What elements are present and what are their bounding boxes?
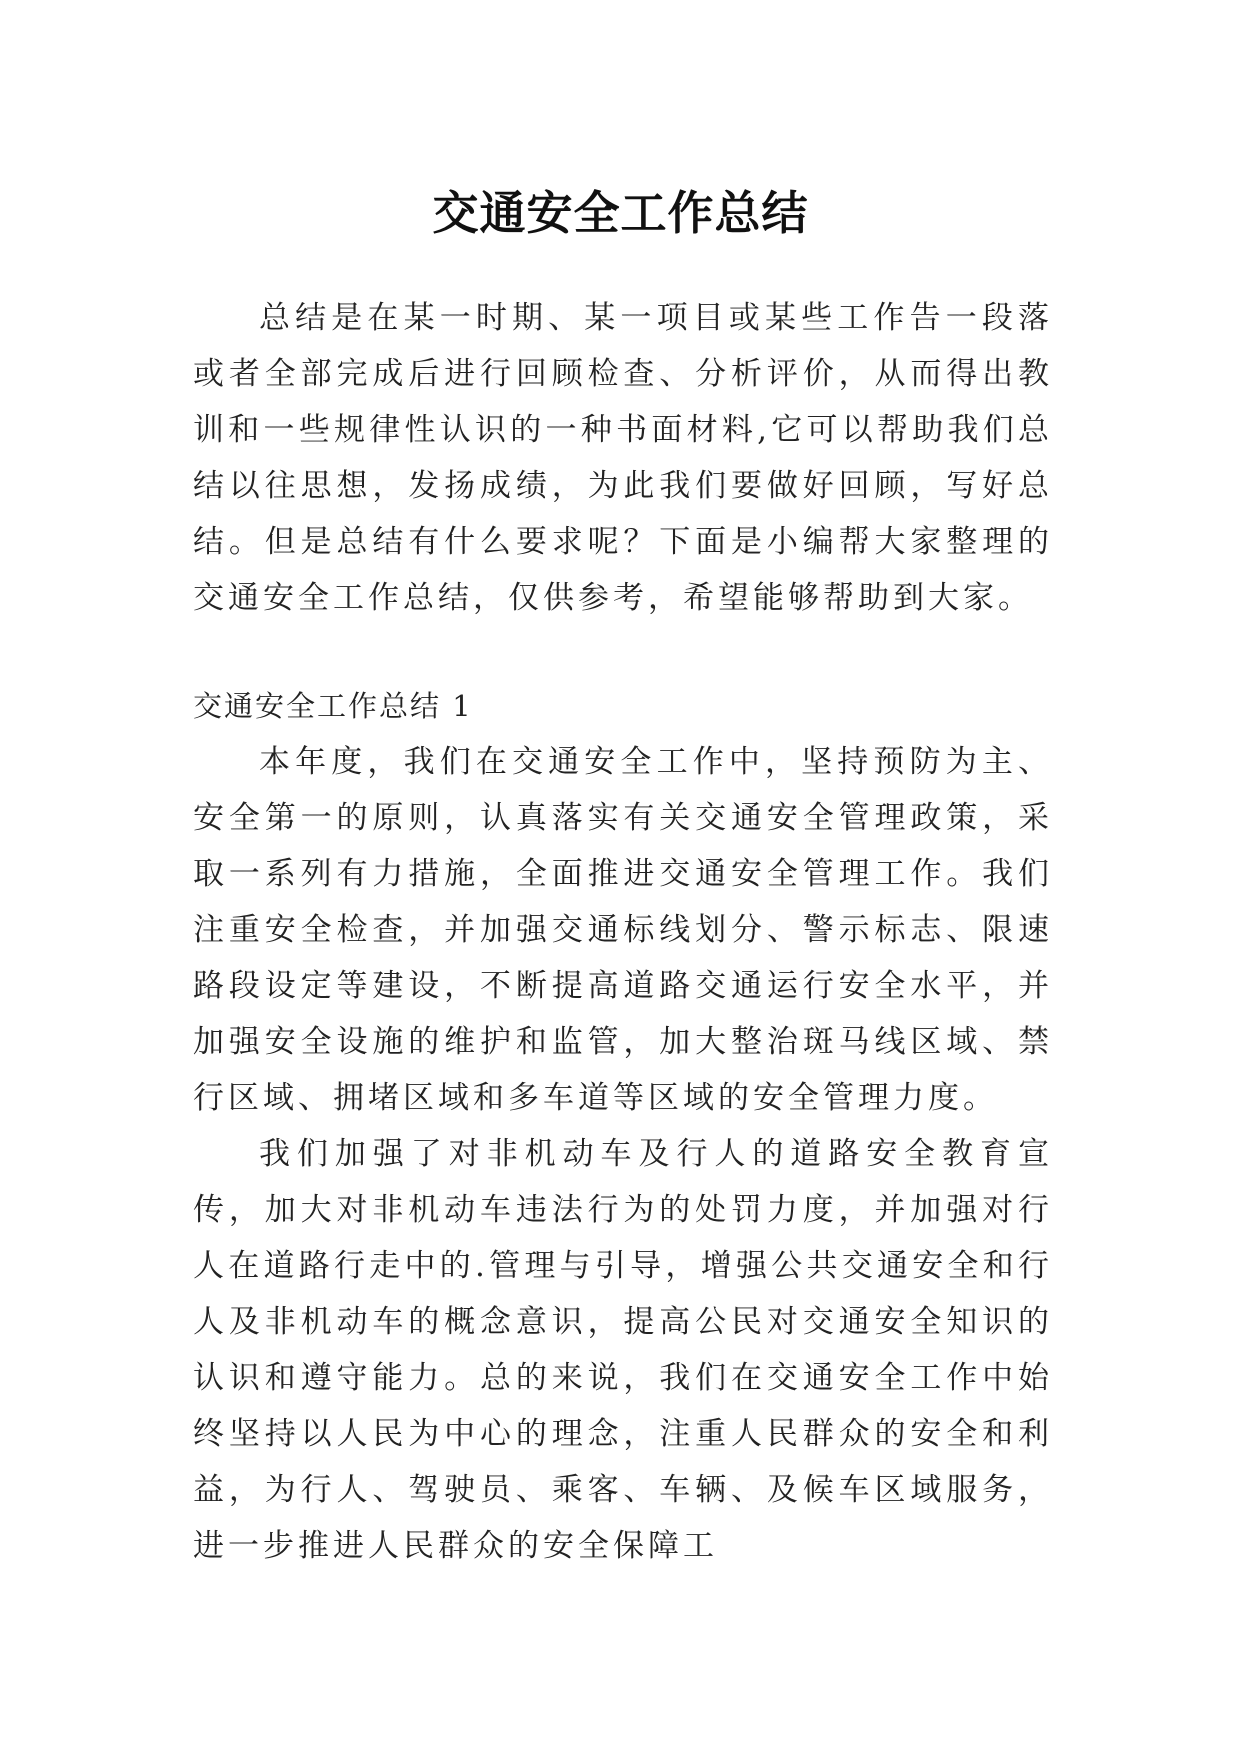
document-title: 交通安全工作总结	[432, 185, 809, 240]
intro-paragraph: 总结是在某一时期、某一项目或某些工作告一段落或者全部完成后进行回顾检查、分析评价，从而得出教训和一些规律性认识的一种书面材料,它可以帮助我们总结以往思想，发扬成绩，为此我们要做好回顾，写好总结。但是总结有什么要求呢？下面是小编帮大家整理的交通安全工作总结，仅供参考，希望能够帮助到大家。	[193, 300, 1053, 616]
section-heading: 交通安全工作总结 1	[193, 689, 473, 723]
body-paragraph-1: 本年度，我们在交通安全工作中，坚持预防为主、安全第一的原则，认真落实有关交通安全管理政策，采取一系列有力措施，全面推进交通安全管理工作。我们注重安全检查，并加强交通标线划分、警示标志、限速路段设定等建设，不断提高道路交通运行安全水平，并加强安全设施的维护和监管，加大整治斑马线区域、禁行区域、拥堵区域和多车道等区域的安全管理力度。	[193, 744, 1053, 1116]
body-paragraph-2: 我们加强了对非机动车及行人的道路安全教育宣传，加大对非机动车违法行为的处罚力度，并加强对行人在道路行走中的.管理与引导，增强公共交通安全和行人及非机动车的概念意识，提高公民对交通安全知识的认识和遵守能力。总的来说，我们在交通安全工作中始终坚持以人民为中心的理念，注重人民群众的安全和利益，为行人、驾驶员、乘客、车辆、及候车区域服务，进一步推进人民群众的安全保障工	[193, 1136, 1053, 1564]
document-body	[193, 290, 1053, 1574]
